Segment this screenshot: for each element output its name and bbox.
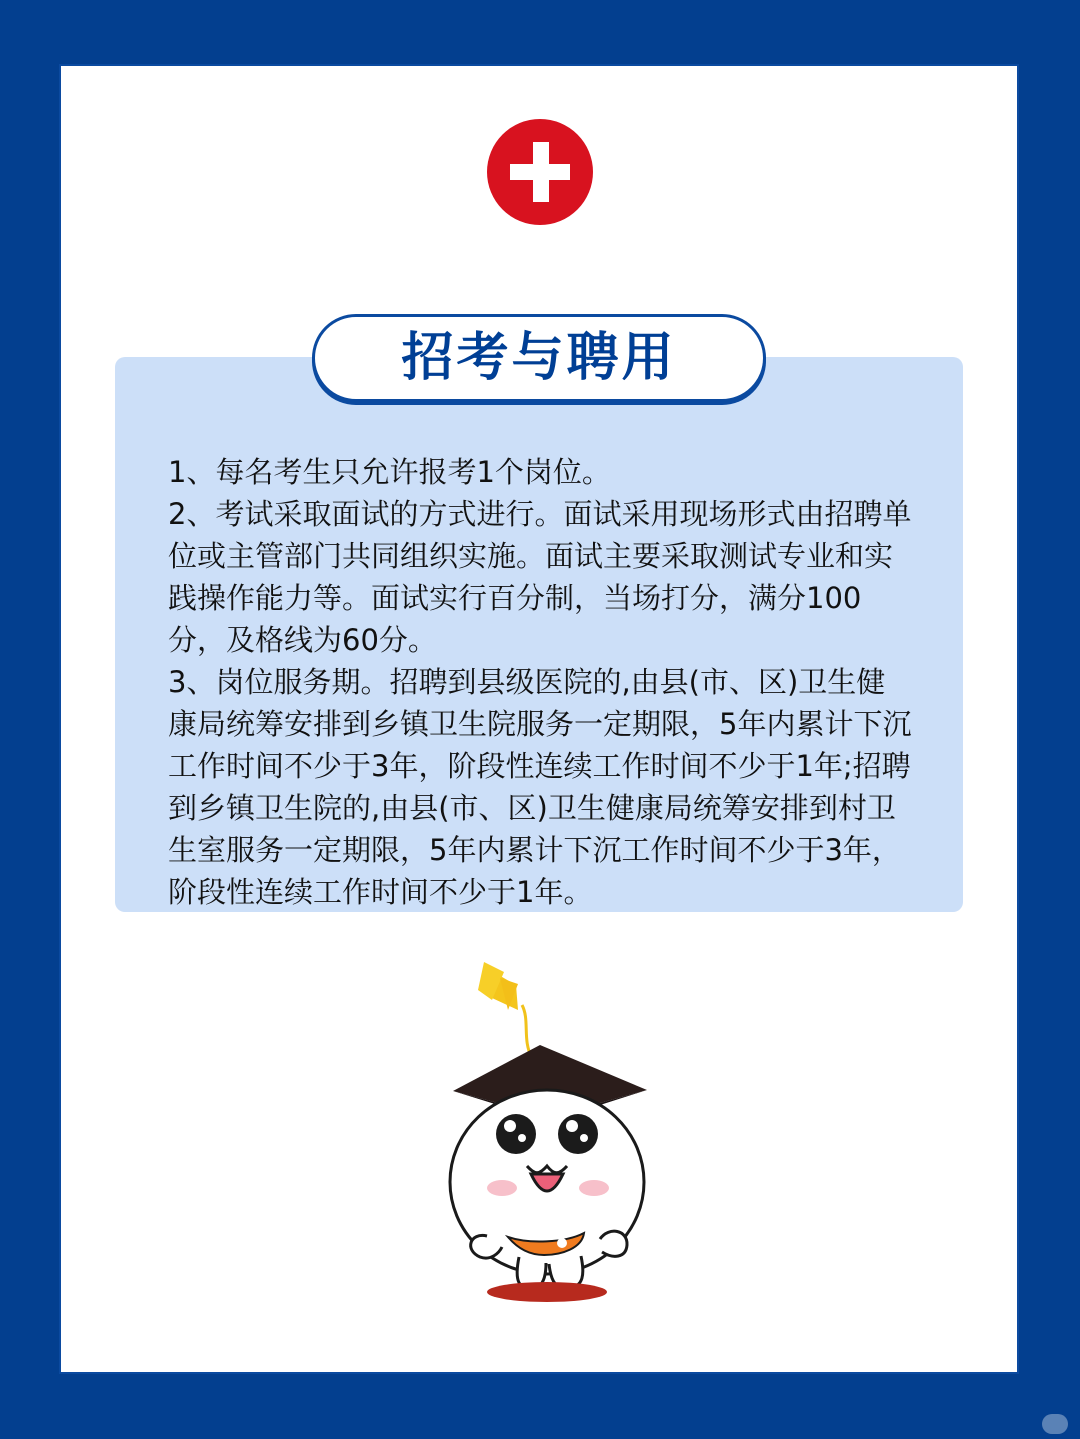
rule-item-1: 1、每名考生只允许报考1个岗位。 — [168, 455, 611, 489]
rule-item-3: 3、岗位服务期。招聘到县级医院的,由县(市、区)卫生健康局统筹安排到乡镇卫生院服务一定期限，5年内累计下沉工作时间不少于3年，阶段性连续工作时间不少于1年;招聘到乡镇卫生院的,由县(市、区)卫生健康局统筹安排到村卫生室服务一定期限，5年内累计下沉工作时间不少于3年，阶段性连续工作时间不少于1年。 — [168, 665, 912, 909]
section-title: 招考与聘用 — [401, 328, 677, 388]
graduation-mascot-icon — [430, 950, 660, 1310]
watermark-badge — [1042, 1414, 1068, 1434]
rule-item-2: 2、考试采取面试的方式进行。面试采用现场形式由招聘单位或主管部门共同组织实施。面试主要采取测试专业和实践操作能力等。面试实行百分制，当场打分，满分100分，及格线为60分。 — [168, 497, 912, 657]
section-title-pill — [312, 314, 766, 402]
red-cross-icon — [487, 119, 593, 225]
recruitment-rules-text — [168, 451, 914, 913]
